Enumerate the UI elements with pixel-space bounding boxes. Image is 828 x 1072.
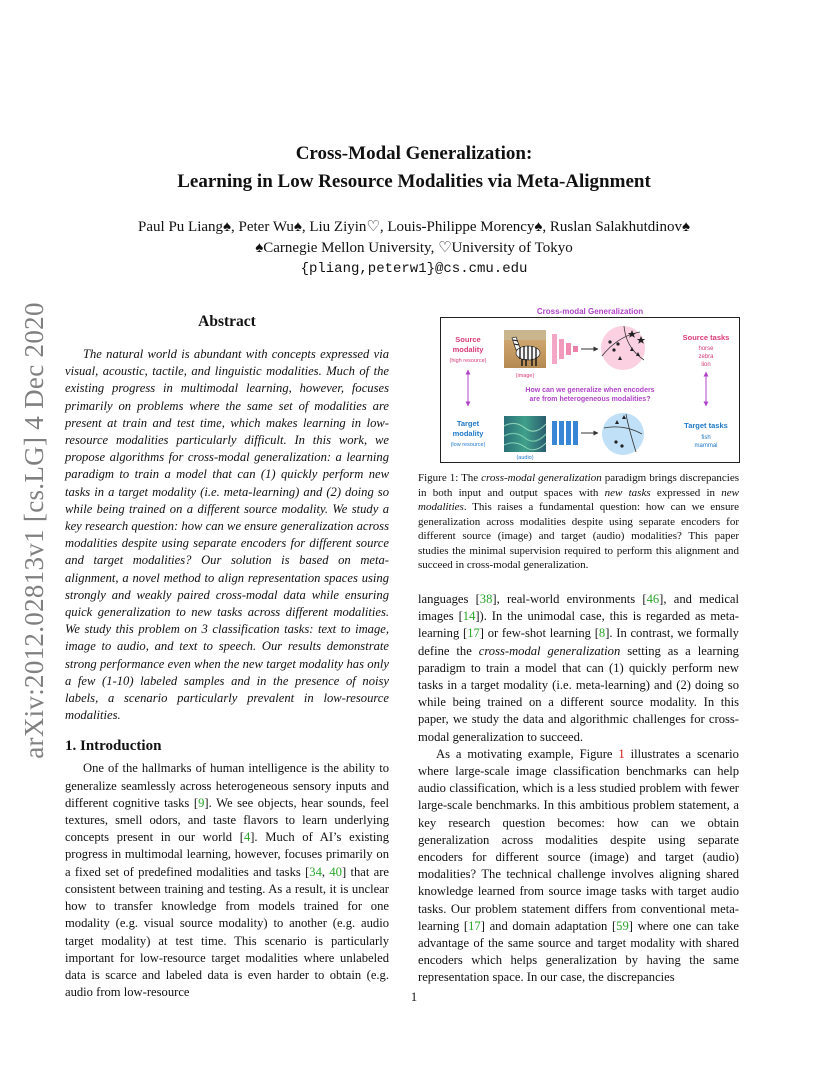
text-run: , bbox=[321, 864, 330, 879]
text-run: ]). In the unimodal case, this is regarded as meta-learning [ bbox=[418, 609, 739, 641]
figure-title: Cross-modal Generalization bbox=[536, 307, 644, 316]
text-run: languages [ bbox=[418, 592, 480, 606]
citation-link[interactable]: 17 bbox=[468, 918, 481, 933]
paper-title bbox=[0, 140, 828, 196]
image-label: (image) bbox=[515, 373, 535, 379]
audio-label: (audio) bbox=[516, 455, 534, 461]
target-class-fish: fish bbox=[701, 435, 711, 441]
author-affiliations: ♠Carnegie Mellon University, ♡University of Tokyo bbox=[255, 240, 573, 256]
target-sub: (low resource) bbox=[450, 442, 486, 448]
intro-paragraph-3 bbox=[418, 746, 739, 987]
text-run: ] where one can take advantage of the same source and target modality with shared encoders which helps generalization by having the same representation space. In our case, the discrepancies bbox=[418, 918, 740, 985]
arxiv-stamp bbox=[8, 300, 60, 760]
target-tasks-label: Target tasks bbox=[684, 421, 728, 430]
question-line-1: How can we generalize when encoders bbox=[525, 387, 655, 394]
text-run: ] and domain adaptation [ bbox=[480, 918, 617, 933]
abstract-text: The natural world is abundant with concepts expressed via visual, acoustic, tactile, and linguistic modalities. Much of the existing progress in multimodal learning, however, focuses primarily on problems where the same set of modalities are present at train and test time, which makes learning in low-resource modalities particularly difficult. In this work, we propose algorithms for cross-modal generalization: a learning paradigm to train a model that can (1) quickly perform new tasks in a target modality (i.e. meta-learning) and (2) doing so while being trained on a different source modality. We study a key research question: how can we ensure generalization across modalities despite using separate encoders for different source and target modalities? Our solution is based on meta-alignment, a novel method to align representation spaces using strongly and weakly paired cross-modal data while ensuring quick generalization to new tasks across different modalities. We study this problem on 3 classification tasks: text to image, image to audio, and text to speech. Our results demonstrate strong performance even when the new target modality has only a few (1-10) labeled samples and in the presence of noisy labels, a scenario particularly prevalent in low-resource modalities. bbox=[65, 347, 389, 723]
left-column bbox=[65, 312, 389, 1001]
citation-link[interactable]: 46 bbox=[646, 592, 660, 606]
citation-link[interactable]: 40 bbox=[329, 864, 342, 879]
text-run: . This raises a fundamental question: how can we ensure generalization across modalities despite using separate encoders for different source (image) and target (audio) modalities? This paper studies the minimal supervision required to perform this alignment and succeed in cross-modal generalization. bbox=[418, 501, 739, 571]
citation-link[interactable]: 59 bbox=[616, 918, 629, 933]
text-run: paradigm brings discrepancies in both input and output spaces with bbox=[418, 472, 739, 499]
author-names: Paul Pu Liang♠, Peter Wu♠, Liu Ziyin♡, Louis-Philippe Morency♠, Ruslan Salakhutdinov♠ bbox=[138, 219, 690, 235]
text-run: new tasks bbox=[604, 486, 651, 499]
text-run: ]. In contrast, we formally define the bbox=[418, 626, 739, 658]
target-label: Target bbox=[456, 419, 480, 428]
title-line-2: Learning in Low Resource Modalities via Meta-Alignment bbox=[177, 171, 651, 192]
source-tasks-label: Source tasks bbox=[682, 333, 730, 342]
zebra-image-icon bbox=[504, 330, 546, 368]
source-label: Source bbox=[455, 335, 481, 344]
text-run: cross-modal generalization bbox=[481, 472, 602, 484]
figure-1 bbox=[440, 306, 740, 463]
text-run: setting as a learning paradigm to train a model that can (1) quickly perform new tasks in a target modality (i.e. meta-learning) and (2) doing so while being trained on a different source modality. In this paper, we study the data and algorithmic challenges for cross-modal generalization to succeed. bbox=[418, 643, 739, 744]
text-run: ]. Much of AI’s existing progress in multimodal learning, however, focuses primarily on a fixed set of predefined modalities and tasks [ bbox=[65, 830, 389, 879]
text-run: new modalities bbox=[418, 486, 739, 513]
source-sub: (high resource) bbox=[449, 358, 487, 364]
source-class-horse: horse bbox=[698, 346, 714, 352]
introduction-heading: 1. Introduction bbox=[65, 738, 162, 755]
text-run: One of the hallmarks of human intelligence is the ability to generalize seamlessly across heterogeneous sensory inputs and different cognitive tasks [ bbox=[65, 761, 389, 810]
spectrogram-icon bbox=[504, 416, 546, 452]
figure-1-caption bbox=[418, 471, 739, 573]
text-run: cross-modal generalization bbox=[478, 643, 621, 658]
target-class-mammal: mammal bbox=[694, 443, 718, 449]
source-class-lion: lion bbox=[701, 362, 711, 368]
source-embedding-circle bbox=[601, 326, 645, 370]
question-line-2: are from heterogeneous modalities? bbox=[529, 396, 651, 403]
source-class-zebra: zebra bbox=[698, 354, 714, 360]
text-run: illustrates a scenario where large-scale image classification benchmarks can help audio classification, which is a less studied problem with fewer large-scale benchmarks. In this ambitious problem statement, a key research question becomes: how can we obtain generalization across modalities despite using separate encoders for different source (image) and target (audio) modalities? The technical challenge involves aligning shared knowledge learned from source image tasks with target audio tasks. Our problem statement differs from conventional meta-learning [ bbox=[418, 746, 739, 933]
citation-link[interactable]: 9 bbox=[198, 795, 205, 810]
figure-reference-link[interactable]: 1 bbox=[618, 746, 625, 761]
source-label-2: modality bbox=[452, 345, 484, 354]
text-run: ], and medical images [ bbox=[418, 592, 740, 624]
text-run: Figure 1: The bbox=[418, 472, 482, 484]
target-embedding-circle bbox=[602, 413, 644, 455]
intro-paragraph-2 bbox=[418, 591, 739, 746]
text-run: ] or few-shot learning [ bbox=[479, 626, 599, 641]
text-run: ] that are consistent between training and testing. As a result, it is unclear how to transfer knowledge from models trained for one modality (e.g. visual source modality) to another (e.g. audio target modality) at test time. This scenario is particularly important for low-resource target modalities where unlabeled data is scarce and labeled data is even harder to obtain (e.g. audio from low-resource bbox=[65, 864, 390, 1000]
citation-link[interactable]: 17 bbox=[467, 626, 480, 641]
title-line-1: Cross-Modal Generalization: bbox=[295, 143, 533, 164]
author-email: {pliang,peterw1}@cs.cmu.edu bbox=[300, 261, 528, 277]
target-label-2: modality bbox=[452, 429, 484, 438]
text-run: ], real-world environments [ bbox=[492, 592, 647, 606]
citation-link[interactable]: 34 bbox=[309, 864, 322, 879]
right-column bbox=[418, 591, 739, 987]
citation-link[interactable]: 14 bbox=[462, 609, 476, 624]
citation-link[interactable]: 38 bbox=[479, 592, 493, 606]
author-block bbox=[0, 217, 828, 280]
citation-link[interactable]: 8 bbox=[598, 626, 606, 641]
page-number: 1 bbox=[410, 990, 418, 1004]
text-run: ]. We see objects, hear sounds, feel textures, smell odors, and taste flavors to learn underlying concepts present in our world [ bbox=[65, 795, 389, 845]
arxiv-id-text: arXiv:2012.02813v1 [cs.LG] 4 Dec 2020 bbox=[18, 301, 49, 759]
intro-paragraph-1 bbox=[65, 760, 389, 1001]
abstract-heading: Abstract bbox=[198, 313, 256, 330]
text-run: As a motivating example, Figure bbox=[436, 746, 619, 761]
citation-link[interactable]: 4 bbox=[243, 830, 251, 845]
text-run: expressed in bbox=[650, 486, 722, 499]
